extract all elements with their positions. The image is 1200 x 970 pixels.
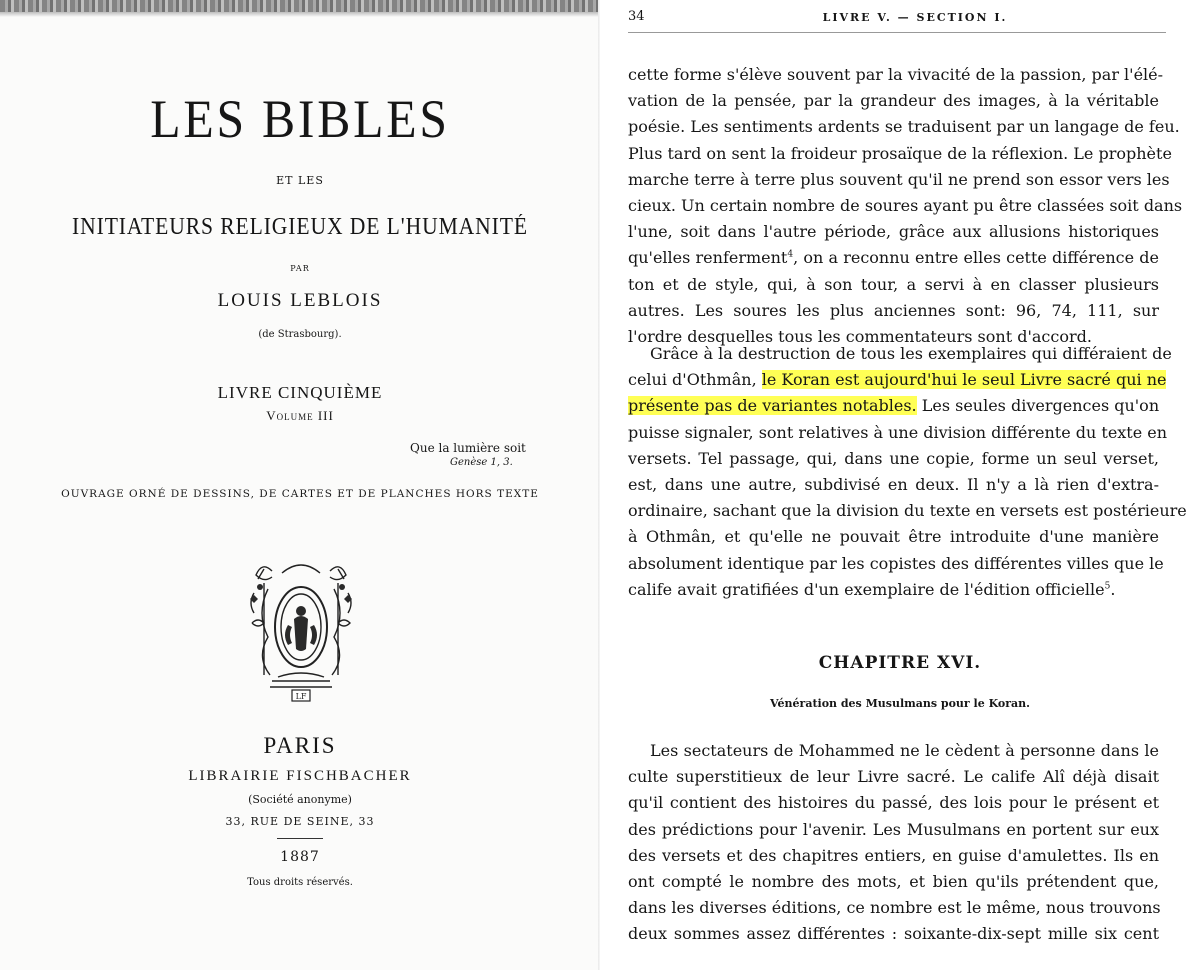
text-line: Grâce à la destruction de tous les exemplaires qui différaient de <box>650 344 1172 363</box>
text-line: Plus tard on sent la froideur prosaïque de la réflexion. Le prophète <box>628 143 1172 163</box>
author-name: LOUIS LEBLOIS <box>217 290 383 311</box>
text-fragment: . <box>1110 579 1116 599</box>
running-head: LIVRE V. — SECTION I. <box>822 11 1008 24</box>
text-line: culte superstitieux de leur Livre sacré. Le calife Alî déjà disait <box>628 767 1159 787</box>
paragraph-3 <box>628 738 1159 948</box>
text-line: marche terre à terre plus souvent qu'il ne prend son essor vers les <box>628 169 1170 189</box>
book-number: LIVRE CINQUIÈME <box>217 383 383 402</box>
text-line: qu'il contient des histoires du passé, des lois pour le présent et <box>628 793 1159 813</box>
text-line: ordinaire, sachant que la division du texte en versets est postérieure <box>628 501 1187 521</box>
text-line: des prédictions pour l'avenir. Les Musulmans en portent sur eux <box>628 819 1159 839</box>
text-line: deux sommes assez différentes : soixante-dix-sept mille six cent <box>628 924 1159 944</box>
book-note: OUVRAGE ORNÉ DE DESSINS, DE CARTES ET DE PLANCHES HORS TEXTE <box>61 488 539 500</box>
text-line: poésie. Les sentiments ardents se traduisent par un langage de feu. <box>628 117 1180 137</box>
text-line <box>628 577 1159 603</box>
author-origin: (de Strasbourg). <box>258 329 342 340</box>
text-line: autres. Les soures les plus anciennes sont: 96, 74, 111, sur <box>628 300 1159 320</box>
publication-year: 1887 <box>280 849 320 865</box>
chapter-title: CHAPITRE XVI. <box>818 653 982 673</box>
text-line: des versets et des chapitres entiers, en guise d'amulettes. Ils en <box>628 845 1159 865</box>
address-rule <box>277 838 323 839</box>
text-line: à Othmân, et qu'elle ne pouvait être introduite d'une manière <box>628 527 1159 547</box>
highlighted-text: présente pas de variantes notables. <box>628 396 917 416</box>
paragraph-1 <box>628 62 1183 350</box>
text-line: versets. Tel passage, qui, dans une copie, forme un seul verset, <box>628 448 1159 468</box>
epigraph: Que la lumière soit <box>410 441 526 455</box>
by-label: PAR <box>290 264 310 273</box>
scan-edge-fade <box>0 12 600 17</box>
text-line: absolument identique par les copistes des différentes villes que le <box>628 553 1164 573</box>
emblem-monogram: LF <box>295 692 307 701</box>
volume-label: Volume III <box>266 408 334 423</box>
footnote-ref-5: 5 <box>1104 581 1111 592</box>
publisher-emblem-icon <box>242 553 360 703</box>
text-line: l'ordre desquelles tous les commentateurs sont d'accord. <box>628 326 1092 346</box>
text-fragment: , on a reconnu entre elles cette différence de <box>793 248 1160 268</box>
text-line: puisse signaler, sont relatives à une division différente du texte en <box>628 422 1168 442</box>
text-line: vation de la pensée, par la grandeur des images, à la véritable <box>628 91 1159 111</box>
text-line <box>628 393 1159 419</box>
publisher-name: LIBRAIRIE FISCHBACHER <box>188 768 412 784</box>
text-line <box>628 245 1159 271</box>
text-line <box>628 367 1167 393</box>
text-fragment: qu'elles renferment <box>628 248 788 268</box>
header-rule <box>628 32 1166 33</box>
publisher-city: PARIS <box>263 733 337 758</box>
text-line: Les sectateurs de Mohammed ne le cèdent à personne dans le <box>650 741 1159 760</box>
text-fragment: calife avait gratifiées d'un exemplaire de l'édition officielle <box>628 579 1105 599</box>
text-line: dans les diverses éditions, ce nombre est le même, nous trouvons <box>628 898 1161 918</box>
book-subtitle: INITIATEURS RELIGIEUX DE L'HUMANITÉ <box>72 214 528 240</box>
title-conjunction: ET LES <box>276 174 324 187</box>
paragraph-2 <box>628 341 1187 603</box>
chapter-subtitle: Vénération des Musulmans pour le Koran. <box>770 697 1030 710</box>
epigraph-reference: Genèse 1, 3. <box>450 457 513 468</box>
publisher-type: (Société anonyme) <box>248 793 352 806</box>
text-line: cieux. Un certain nombre de soures ayant pu être classées soit dans <box>628 195 1183 215</box>
footnote-ref-4: 4 <box>787 249 794 260</box>
text-line: est, dans une autre, subdivisé en deux. Il n'y a là rien d'extra- <box>628 474 1159 494</box>
text-line: ton et de style, qui, à son tour, a servi à en classer plusieurs <box>628 274 1159 294</box>
publisher-address: 33, RUE DE SEINE, 33 <box>225 815 375 828</box>
text-line: l'une, soit dans l'autre période, grâce aux allusions historiques <box>628 222 1159 242</box>
scan-edge-shadow <box>0 0 600 12</box>
rights-notice: Tous droits réservés. <box>247 877 353 888</box>
text-line: cette forme s'élève souvent par la vivacité de la passion, par l'élé- <box>628 65 1164 84</box>
book-title: LES BIBLES <box>150 89 450 149</box>
page-number: 34 <box>628 9 645 24</box>
highlighted-text: le Koran est aujourd'hui le seul Livre sacré qui ne <box>761 370 1167 390</box>
text-fragment: celui d'Othmân, <box>628 370 757 390</box>
text-fragment: Les seules divergences qu'on <box>921 396 1160 416</box>
text-line: ont compté le nombre des mots, et bien qu'ils prétendent que, <box>628 871 1159 891</box>
